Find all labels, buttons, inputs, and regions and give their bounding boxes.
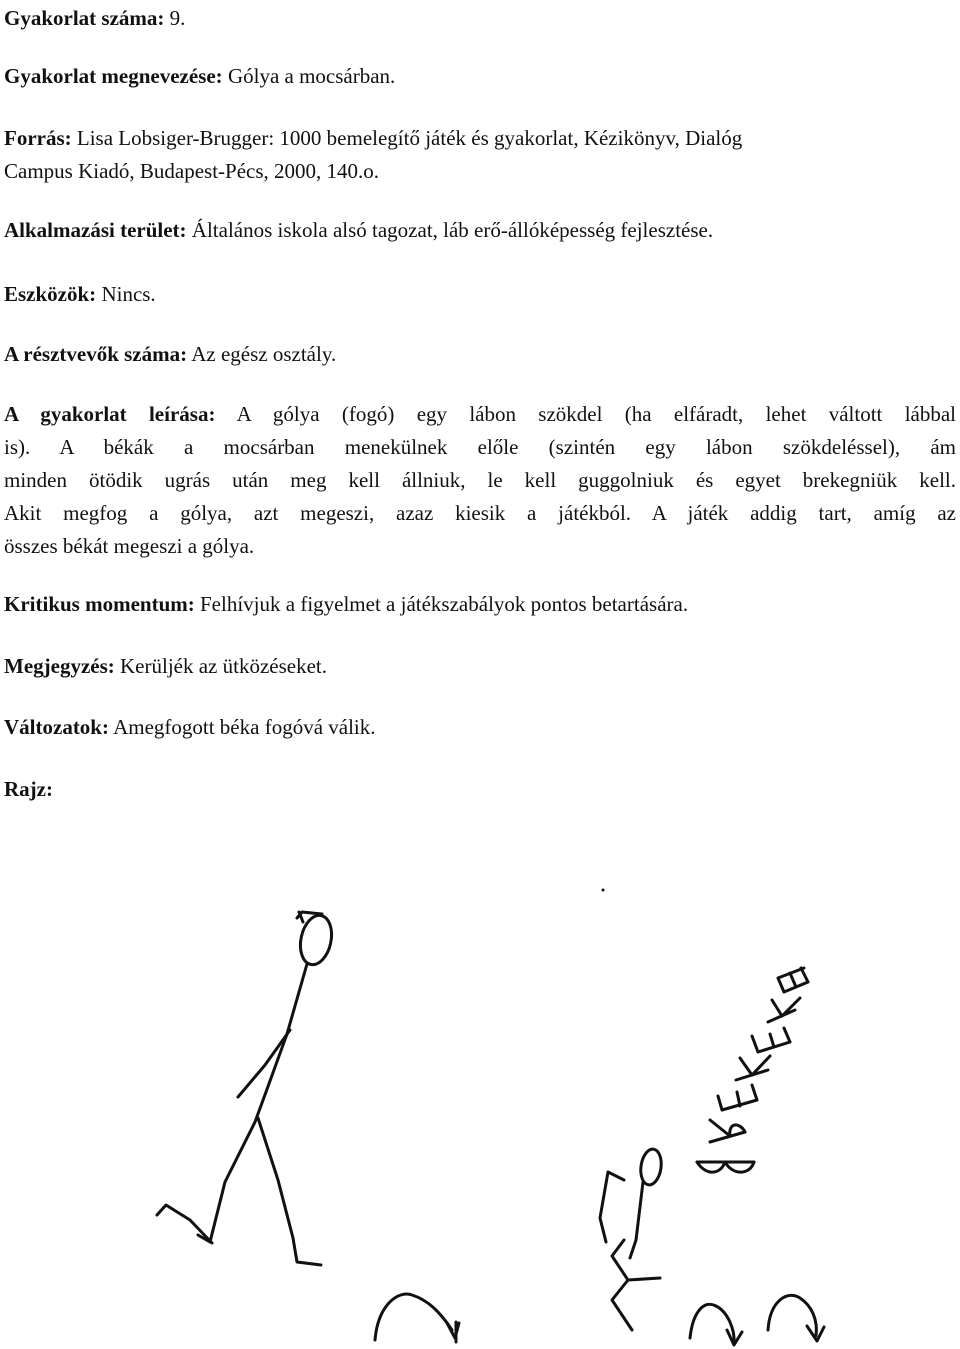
exercise-number (4, 2, 185, 34)
equipment-value: Nincs. (96, 282, 156, 306)
source-value: Lisa Lobsiger-Brugger: 1000 bemelegítő játék és gyakorlat, Kézikönyv, Dialóg (71, 126, 743, 150)
frog-body (630, 1182, 643, 1258)
description-line-3: minden ötödik ugrás után meg kell állniuk, le kell guggolniuk és egyet brekegniük kell. (4, 468, 956, 492)
participants-label: A résztvevők száma: (4, 342, 188, 366)
remark (4, 650, 327, 682)
exercise-number-label: Gyakorlat száma: (4, 6, 165, 30)
remark-label: Megjegyzés: (4, 654, 115, 678)
equipment-label: Eszközök: (4, 282, 97, 306)
remark-value: Kerüljék az ütközéseket. (114, 654, 328, 678)
frog-head (639, 1148, 664, 1186)
application-area-label: Alkalmazási terület: (4, 218, 187, 242)
participants (4, 338, 336, 370)
stork-hop-arcs (375, 1294, 459, 1342)
critical-moment-value: Felhívjuk a figyelmet a játékszabályok pontos betartására. (194, 592, 689, 616)
exercise-name-label: Gyakorlat megnevezése: (4, 64, 223, 88)
frog-figure (600, 1148, 663, 1330)
variants-label: Változatok: (4, 715, 109, 739)
variants (4, 711, 376, 743)
frog-legs (612, 1240, 632, 1330)
source-continued (4, 155, 379, 187)
description-line-4: Akit megfog a gólya, azt megeszi, azaz kiesik a játékból. A játék addig tart, amíg az (4, 501, 956, 525)
critical-moment (4, 588, 688, 620)
source (4, 122, 742, 154)
stork-back-leg (198, 1122, 255, 1242)
drawing-label: Rajz: (4, 777, 53, 801)
exercise-name (4, 60, 395, 92)
frog-hop-arcs (690, 1295, 824, 1345)
brekeke-sketch-text (697, 968, 808, 1172)
description (4, 398, 956, 563)
description-line-2: is). A békák a mocsárban menekülnek előle (szintén egy lábon szökdeléssel), ám (4, 435, 956, 459)
description-line-5: összes békát megeszi a gólya. (4, 534, 255, 558)
critical-moment-label: Kritikus momentum: (4, 592, 195, 616)
variants-value: Amegfogott béka fogóvá válik. (108, 715, 376, 739)
exercise-number-value: 9. (164, 6, 186, 30)
stork-front-leg (258, 1118, 321, 1265)
stork-figure (157, 912, 336, 1265)
frog-arm (600, 1172, 624, 1242)
equipment (4, 278, 156, 310)
application-area-value: Általános iskola alsó tagozat, láb erő-állóképesség fejlesztése. (186, 218, 714, 242)
drawing-heading (4, 773, 53, 805)
source-label: Forrás: (4, 126, 72, 150)
stray-dot (602, 889, 605, 892)
application-area (4, 214, 713, 246)
description-label: A gyakorlat leírása: (4, 402, 216, 426)
stork-arm (238, 1030, 290, 1097)
source-value-2: Campus Kiadó, Budapest-Pécs, 2000, 140.o. (4, 159, 380, 183)
description-text-1: A gólya (fogó) egy lábon szökdel (ha elfáradt, lehet váltott lábbal (215, 402, 956, 426)
exercise-name-value: Gólya a mocsárban. (222, 64, 396, 88)
participants-value: Az egész osztály. (187, 342, 337, 366)
description-line-1 (4, 398, 956, 431)
sketch-drawing (0, 860, 960, 1349)
